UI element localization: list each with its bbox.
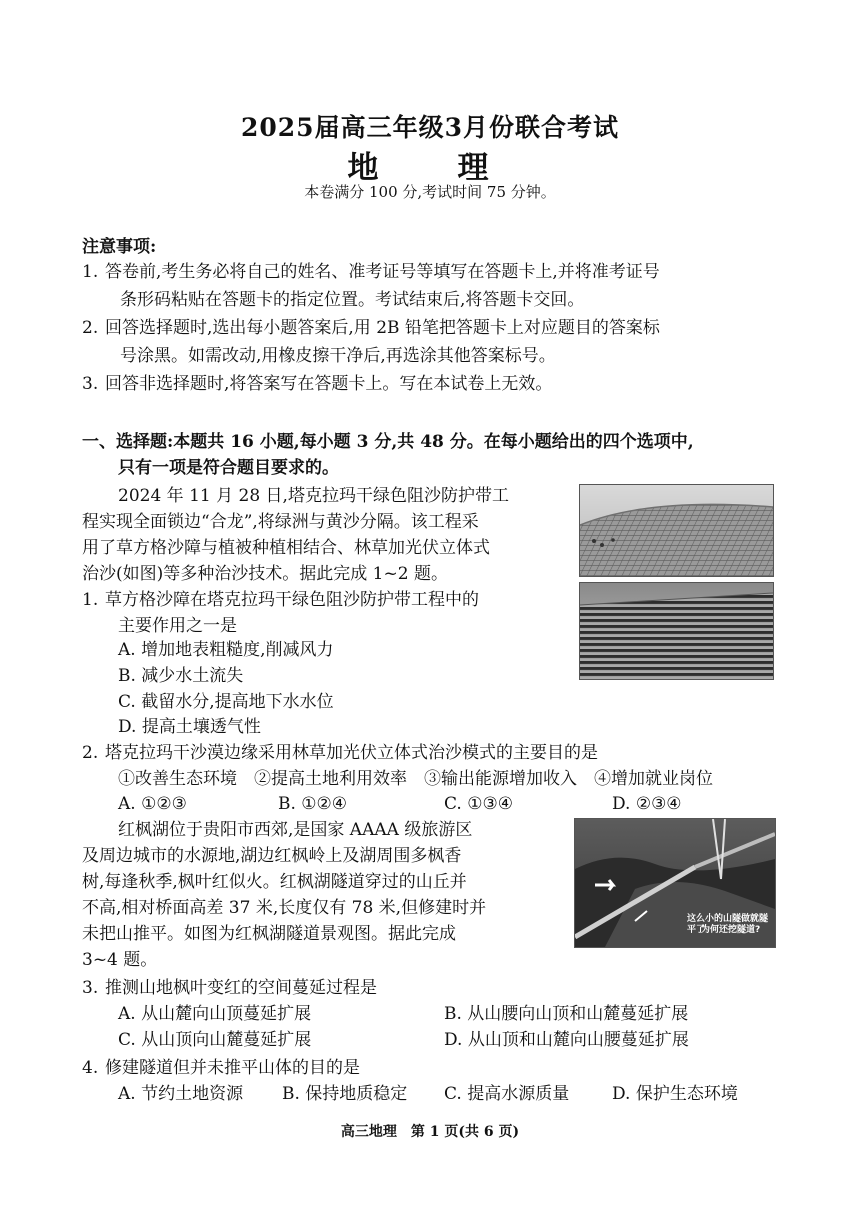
q2-option-b: B. ①②④: [278, 794, 348, 814]
q4-option-b: B. 保持地质稳定: [282, 1084, 408, 1104]
notice-3-num: 3.: [82, 374, 99, 394]
q4-option-a: A. 节约土地资源: [118, 1084, 244, 1104]
tunnel-photo-caption-line1: 这么小的山隧做就隧平了: [687, 914, 769, 935]
notice-3-line1: 回答非选择题时,将答案写在答题卡上。写在本试卷上无效。: [105, 374, 553, 394]
tunnel-photo-caption-line2: 为何还挖隧道?: [701, 925, 761, 935]
section-heading-line2: 只有一项是符合题目要求的。: [118, 458, 339, 478]
q3-option-c: C. 从山顶向山麓蔓延扩展: [118, 1030, 312, 1050]
q4-num: 4.: [82, 1058, 99, 1078]
tunnel-photo: [574, 818, 776, 948]
passage2-line2: 及周边城市的水源地,湖边红枫岭上及湖周围多枫香: [82, 846, 462, 866]
passage1-line1: 2024 年 11 月 28 日,塔克拉玛干绿色阻沙防护带工: [118, 486, 509, 506]
passage2-line1: 红枫湖位于贵阳市西郊,是国家 AAAA 级旅游区: [118, 820, 473, 840]
q3-option-b: B. 从山腰向山顶和山麓蔓延扩展: [444, 1004, 689, 1024]
q1-option-c: C. 截留水分,提高地下水水位: [118, 692, 334, 712]
sand-barrier-photo: [579, 484, 774, 577]
passage2-line4: 不高,相对桥面高差 37 米,长度仅有 78 米,但修建时并: [82, 898, 487, 918]
notice-1-line2: 条形码粘贴在答题卡的指定位置。考试结束后,将答题卡交回。: [120, 290, 585, 310]
q1-stem-line2: 主要作用之一是: [118, 616, 237, 636]
q4-option-d: D. 保护生态环境: [612, 1084, 738, 1104]
passage2-line5: 未把山推平。如图为红枫湖隧道景观图。据此完成: [82, 924, 456, 944]
q2-items: ①改善生态环境 ②提高土地利用效率 ③输出能源增加收入 ④增加就业岗位: [118, 769, 713, 789]
q2-num: 2.: [82, 743, 99, 763]
q2-stem: 塔克拉玛干沙漠边缘采用林草加光伏立体式治沙模式的主要目的是: [105, 743, 598, 763]
q3-num: 3.: [82, 978, 99, 998]
q3-stem: 推测山地枫叶变红的空间蔓延过程是: [105, 978, 377, 998]
q1-option-d: D. 提高土壤透气性: [118, 717, 261, 737]
q2-option-d: D. ②③④: [612, 794, 682, 814]
q2-option-a: A. ①②③: [118, 794, 187, 814]
q1-option-b: B. 减少水土流失: [118, 666, 244, 686]
notice-2-line1: 回答选择题时,选出每小题答案后,用 2B 铅笔把答题卡上对应题目的答案标: [105, 318, 660, 338]
q1-num: 1.: [82, 590, 99, 610]
section-heading-line1: 一、选择题:本题共 16 小题,每小题 3 分,共 48 分。在每小题给出的四个选项中,: [82, 432, 694, 452]
passage2-line6: 3~4 题。: [82, 950, 158, 970]
passage1-line3: 用了草方格沙障与植被种植相结合、林草加光伏立体式: [82, 538, 490, 558]
page-footer: 高三地理 第 1 页(共 6 页): [340, 1124, 520, 1140]
notice-heading: 注意事项:: [82, 237, 157, 257]
subject-title: 地 理: [347, 150, 513, 186]
notice-2-line2: 号涂黑。如需改动,用橡皮擦干净后,再选涂其他答案标号。: [120, 346, 556, 366]
q2-option-c: C. ①③④: [444, 794, 513, 814]
q3-option-a: A. 从山麓向山顶蔓延扩展: [118, 1004, 312, 1024]
notice-1-line1: 答卷前,考生务必将自己的姓名、准考证号等填写在答题卡上,并将准考证号: [105, 262, 660, 282]
passage2-line3: 树,每逢秋季,枫叶红似火。红枫湖隧道穿过的山丘并: [82, 872, 467, 892]
q4-stem: 修建隧道但并未推平山体的目的是: [105, 1058, 360, 1078]
q1-stem-line1: 草方格沙障在塔克拉玛干绿色阻沙防护带工程中的: [105, 590, 479, 610]
q1-option-a: A. 增加地表粗糙度,削减风力: [118, 640, 334, 660]
passage1-line2: 程实现全面锁边“合龙”,将绿洲与黄沙分隔。该工程采: [82, 512, 479, 532]
q3-option-d: D. 从山顶和山麓向山腰蔓延扩展: [444, 1030, 689, 1050]
exam-title: 2025届高三年级3月份联合考试: [241, 113, 619, 142]
photovoltaic-photo: [579, 582, 774, 680]
notice-1-num: 1.: [82, 262, 99, 282]
notice-2-num: 2.: [82, 318, 99, 338]
q4-option-c: C. 提高水源质量: [444, 1084, 570, 1104]
exam-note: 本卷满分 100 分,考试时间 75 分钟。: [304, 183, 556, 201]
passage1-line4: 治沙(如图)等多种治沙技术。据此完成 1~2 题。: [82, 564, 448, 584]
